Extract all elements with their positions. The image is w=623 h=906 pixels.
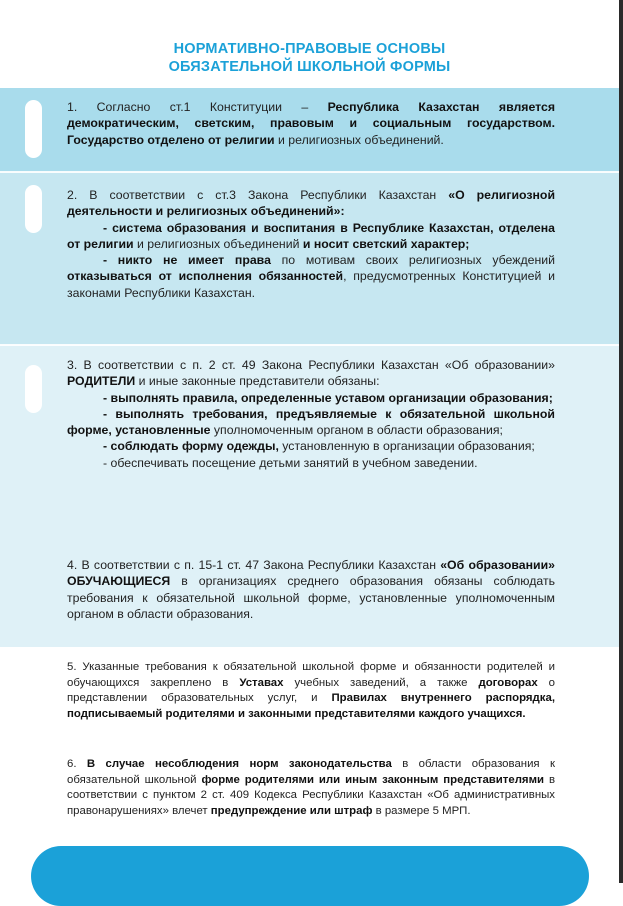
bold-run: Уставах xyxy=(239,676,284,689)
text-run: о представлении образовательных услуг, и xyxy=(67,676,556,705)
text-run: 1. Согласно ст.1 Конституции – xyxy=(67,100,328,114)
text-run: 6. xyxy=(67,758,87,770)
bold-run: РОДИТЕЛИ xyxy=(67,374,136,389)
paragraph-students-duties xyxy=(67,557,555,622)
text-run: в организациях среднего образования обязаны соблюдать требования к обязательной школьной форме, установленные уполномоченным органом в области образования. xyxy=(67,574,555,621)
bold-run: отказываться от исполнения обязанностей xyxy=(67,269,344,284)
text-run: и иные законные представители обязаны: xyxy=(135,374,380,389)
bold-run: и носит светский характер; xyxy=(302,236,470,251)
text-run: и религиозных объединений xyxy=(133,236,303,251)
bold-run: предупреждение или штраф xyxy=(210,804,373,817)
list-item xyxy=(67,390,555,406)
bold-run: - никто не имеет права xyxy=(103,253,271,268)
bold-run: форме родителями или иным законным представителями xyxy=(201,773,545,786)
text-run: установленную в организации образования; xyxy=(278,439,535,454)
list-item xyxy=(67,406,555,439)
list-item xyxy=(67,438,555,454)
text-run: 5. Указанные требования к обязательной школьной форме и обязанности родителей и обучающихся закреплено в xyxy=(67,661,555,689)
bold-run: - выполнять правила, определенные уставом организации образования; xyxy=(103,390,553,405)
text-run: 2. В соответствии с ст.3 Закона Республики Казахстан xyxy=(67,188,449,202)
paragraph-charters xyxy=(67,660,555,722)
list-item xyxy=(67,455,555,471)
list-item xyxy=(67,220,555,253)
bold-run: Правилах внутреннего распорядка, подписываемый родителями и законными представителями каждого учащихся. xyxy=(67,692,555,720)
paragraph-religion-law xyxy=(67,187,555,301)
decorative-pill-marker xyxy=(25,100,42,158)
list-item xyxy=(67,252,555,301)
decorative-pill-marker xyxy=(25,185,42,233)
text-run: 4. В соответствии с п. 15-1 ст. 47 Закона Республики Казахстан xyxy=(67,558,441,572)
paragraph-constitution xyxy=(67,99,555,148)
bold-run: договорах xyxy=(478,676,538,689)
text-run: учебных заведений, а также xyxy=(283,676,479,689)
bold-run: - выполнять требования, предъявляемые к обязательной школьной форме, установленные xyxy=(67,406,555,438)
text-run: и религиозных объединений. xyxy=(274,132,444,147)
text-run: - обеспечивать посещение детьми занятий в учебном заведении. xyxy=(103,455,478,470)
bold-run: «Об образовании» ОБУЧАЮЩИЕСЯ xyxy=(67,558,555,589)
text-run: 3. В соответствии с п. 2 ст. 49 Закона Республики Казахстан «Об образовании» xyxy=(67,358,555,372)
page-title-line-1: НОРМАТИВНО-ПРАВОВЫЕ ОСНОВЫ xyxy=(173,41,446,57)
text-run: в размере 5 МРП. xyxy=(372,804,471,817)
band-divider xyxy=(0,171,619,173)
text-run: по мотивам своих религиозных убеждений xyxy=(270,253,556,268)
text-run: , предусмотренных Конституцией и законами Республики Казахстан. xyxy=(67,269,555,300)
bold-run: В случае несоблюдения норм законодательства xyxy=(86,758,392,770)
paragraph-parents-duties xyxy=(67,357,555,471)
bold-run: «О религиозной деятельности и религиозных объединений»: xyxy=(67,188,556,219)
band-divider xyxy=(0,344,619,346)
paragraph-penalty xyxy=(67,757,555,819)
bold-run: - соблюдать форму одежды, xyxy=(103,439,279,454)
page-title xyxy=(0,40,619,76)
decorative-pill-marker xyxy=(25,365,42,413)
footer-decorative-bar xyxy=(31,846,589,906)
text-run: уполномоченным органом в области образования; xyxy=(210,423,503,438)
text-run: в области образования к обязательной школьной xyxy=(67,758,555,786)
bold-run: Республика Казахстан является демократическим, светским, правовым и социальным государством. Государство отделено от религии xyxy=(67,100,555,147)
text-run: в соответствии с пунктом 2 ст. 409 Кодекса Республики Казахстан «Об административных правонарушениях» влечет xyxy=(67,773,556,817)
page-title-line-2: ОБЯЗАТЕЛЬНОЙ ШКОЛЬНОЙ ФОРМЫ xyxy=(168,59,451,75)
bold-run: - система образования и воспитания в Республике Казахстан, отделена от религии xyxy=(67,220,555,251)
